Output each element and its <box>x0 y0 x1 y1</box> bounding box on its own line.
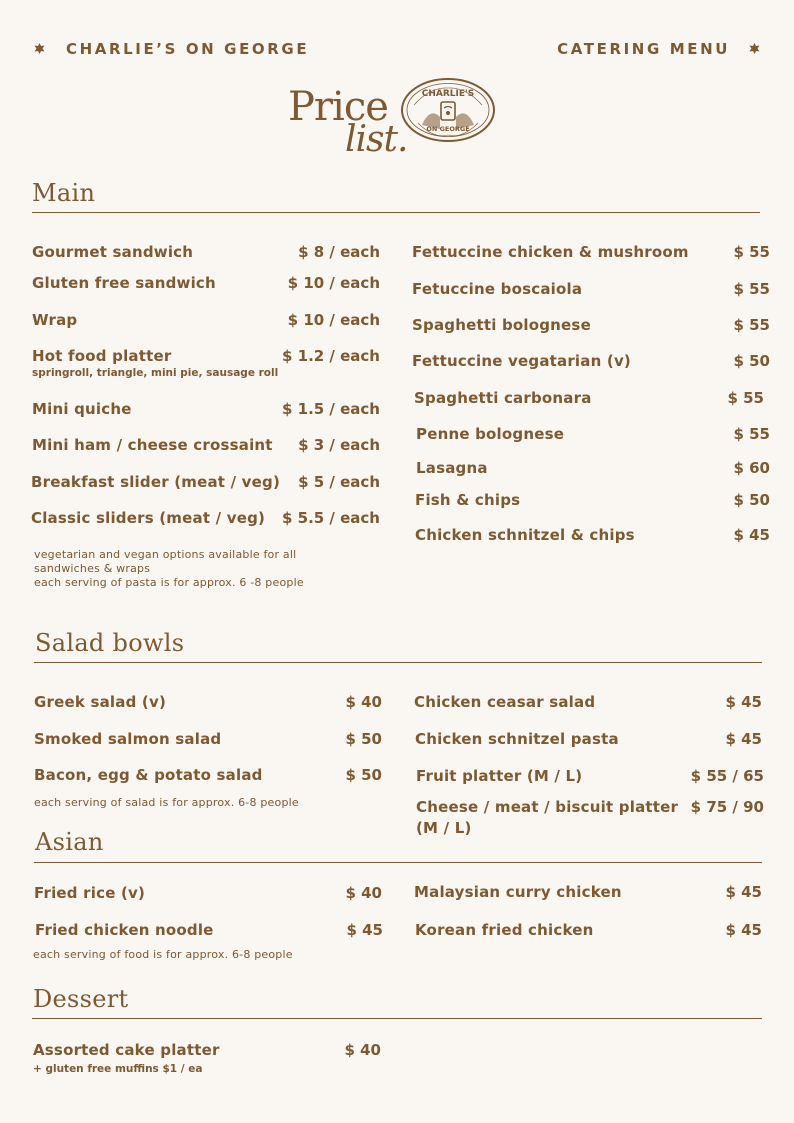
menu-item-price: $ 55 <box>727 389 764 407</box>
menu-item-name: Fried chicken noodle <box>35 921 214 939</box>
logo-text-bottom: ON GEORGE <box>426 125 470 133</box>
menu-item-name: Lasagna <box>416 459 488 477</box>
menu-item-price: $ 1.2 / each <box>281 347 380 365</box>
menu-item-name: Fried rice (v) <box>34 884 146 902</box>
section-divider <box>32 212 760 213</box>
menu-item-name: Gluten free sandwich <box>32 274 216 292</box>
menu-item-name: Fruit platter (M / L) <box>416 767 583 785</box>
menu-item-name: Classic sliders (meat / veg) <box>31 509 266 527</box>
section-divider <box>32 1018 762 1019</box>
menu-item-name-line2: (M / L) <box>416 819 472 837</box>
menu-item-name: Bacon, egg & potato salad <box>34 766 263 784</box>
menu-item-description: + gluten free muffins $1 / ea <box>33 1063 203 1075</box>
menu-item-name: Spaghetti bolognese <box>412 316 591 334</box>
menu-item-name: Assorted cake platter <box>33 1041 220 1059</box>
menu-item-price: $ 40 <box>345 693 382 711</box>
menu-item-price: $ 55 / 65 <box>690 767 764 785</box>
menu-item-price: $ 55 <box>733 425 770 443</box>
menu-item-price: $ 5 / each <box>298 473 380 491</box>
menu-item-name: Korean fried chicken <box>415 921 594 939</box>
section-heading-dessert: Dessert <box>33 985 129 1013</box>
menu-item-price: $ 3 / each <box>298 436 380 454</box>
menu-item-name: Mini ham / cheese crossaint <box>32 436 273 454</box>
menu-item-price: $ 55 <box>733 316 770 334</box>
logo-text-top: CHARLIE'S <box>421 89 475 99</box>
asian-note: each serving of food is for approx. 6-8 people <box>33 948 293 961</box>
menu-item-name: Chicken schnitzel & chips <box>415 526 635 544</box>
menu-item-name: Wrap <box>32 311 78 329</box>
menu-item-price: $ 60 <box>733 459 770 477</box>
menu-item-price: $ 40 <box>345 884 382 902</box>
menu-item-name: Hot food platter <box>32 347 172 365</box>
menu-item-price: $ 55 <box>733 280 770 298</box>
menu-item-price: $ 50 <box>345 766 382 784</box>
menu-item-price: $ 10 / each <box>287 311 380 329</box>
menu-item-price: $ 75 / 90 <box>690 798 764 816</box>
salad-note: each serving of salad is for approx. 6-8 people <box>34 796 299 809</box>
menu-item-name: Gourmet sandwich <box>32 243 194 261</box>
flower-bullet-icon <box>749 43 760 54</box>
flower-bullet-icon <box>34 43 45 54</box>
menu-item-price: $ 45 <box>725 921 762 939</box>
menu-item-name: Penne bolognese <box>416 425 565 443</box>
menu-item-price: $ 45 <box>725 693 762 711</box>
menu-item-name: Fettuccine chicken & mushroom <box>412 243 689 261</box>
menu-item-price: $ 1.5 / each <box>281 400 380 418</box>
menu-item-name: Fish & chips <box>415 491 521 509</box>
menu-item-name: Chicken schnitzel pasta <box>415 730 619 748</box>
section-heading-asian: Asian <box>35 828 104 856</box>
page-title-line1: Price <box>288 84 388 130</box>
catering-menu-label: CATERING MENU <box>557 40 730 58</box>
menu-item-name: Fetuccine boscaiola <box>412 280 583 298</box>
note-line: sandwiches & wraps <box>34 562 151 575</box>
menu-item-name: Cheese / meat / biscuit platter <box>416 798 679 816</box>
menu-item-price: $ 50 <box>733 352 770 370</box>
menu-item-price: $ 5.5 / each <box>281 509 380 527</box>
menu-item-name: Breakfast slider (meat / veg) <box>31 473 281 491</box>
menu-item-name: Greek salad (v) <box>34 693 167 711</box>
menu-item-price: $ 50 <box>345 730 382 748</box>
menu-item-price: $ 45 <box>725 883 762 901</box>
menu-item-price: $ 50 <box>733 491 770 509</box>
charlies-logo-icon <box>400 77 496 143</box>
note-line: vegetarian and vegan options available for all <box>34 548 297 561</box>
brand-name: CHARLIE’S ON GEORGE <box>66 40 310 58</box>
menu-item-name: Fettuccine vegatarian (v) <box>412 352 631 370</box>
menu-item-price: $ 55 <box>733 243 770 261</box>
menu-item-price: $ 10 / each <box>287 274 380 292</box>
menu-item-name: Spaghetti carbonara <box>414 389 592 407</box>
section-divider <box>34 862 762 863</box>
menu-item-price: $ 45 <box>733 526 770 544</box>
menu-item-description: springroll, triangle, mini pie, sausage roll <box>32 367 279 379</box>
menu-item-name: Malaysian curry chicken <box>414 883 622 901</box>
menu-item-name: Smoked salmon salad <box>34 730 222 748</box>
menu-item-price: $ 45 <box>725 730 762 748</box>
page-title-line2: list. <box>345 119 408 160</box>
section-heading-main: Main <box>32 179 96 207</box>
note-line: each serving of pasta is for approx. 6 -8 people <box>34 576 304 589</box>
section-heading-salad-bowls: Salad bowls <box>35 629 185 657</box>
menu-item-price: $ 45 <box>346 921 383 939</box>
menu-item-name: Mini quiche <box>32 400 132 418</box>
section-divider <box>34 662 762 663</box>
menu-item-name: Chicken ceasar salad <box>414 693 596 711</box>
menu-item-price: $ 8 / each <box>298 243 380 261</box>
main-note <box>34 548 304 590</box>
menu-item-price: $ 40 <box>344 1041 381 1059</box>
